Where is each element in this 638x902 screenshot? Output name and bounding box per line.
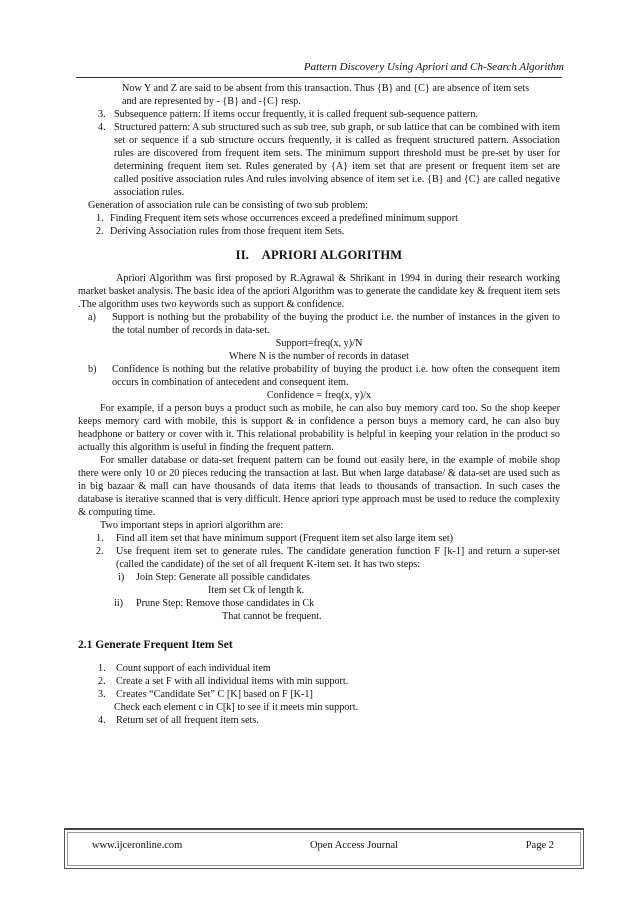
footer (64, 840, 582, 851)
continued-line-1: Now Y and Z are said to be absent from this transaction. Thus {B} and {C} are absence of item sets (122, 83, 530, 94)
list-item (78, 311, 560, 337)
list-item (78, 662, 560, 675)
prune-list (78, 597, 560, 610)
list-text: Creates “Candidate Set” C [K] based on F [K-1] (116, 689, 313, 700)
list-number: 1. (96, 533, 104, 544)
footer-journal: Open Access Journal (309, 840, 399, 851)
list-item (78, 688, 560, 701)
list-text: Structured pattern: A sub structured such as sub tree, sub graph, or sub lattice that can be combined with item set or sequence if a sub structure occurs frequently, it is called as frequent structured pattern. Association rules are discovered from frequent item sets. The minimum support threshold must be pre-set by user for determining frequent item set. Rules generated by {A} item set that are present or frequent item set are called positive association rules And rules involving absence of item set i.e. {B} and {C} are called negative association rules. (114, 122, 560, 198)
list-number: 3. (98, 109, 106, 120)
list-roman: i) (118, 572, 125, 583)
list-text: Support is nothing but the probability of the buying the product i.e. the number of instances in the given to the total number of records in data-set. (112, 312, 560, 336)
list-item (78, 108, 560, 121)
list-item (78, 545, 560, 571)
list-text: Prune Step: Remove those candidates in Ck (136, 598, 315, 609)
continued-item (78, 82, 560, 108)
generate-list (78, 662, 560, 701)
list-item (78, 121, 560, 199)
list-item (78, 714, 560, 727)
list-text: Confidence is nothing but the relative probability of buying the product i.e. how often the consequent item occurs in combination of antecedent and consequent item. (112, 364, 560, 388)
paragraph: Apriori Algorithm was first proposed by R.Agrawal & Shrikant in 1994 in during their research working market basket analysis. The basic idea of the apriori Algorithm was to generate the candidate key & frequent item sets .The algorithm uses two keywords such as support & confidence. (78, 273, 560, 310)
list-letter: a) (88, 312, 96, 323)
list-number: 2. (96, 226, 104, 237)
list-roman: ii) (114, 598, 124, 609)
paragraph: For example, if a person buys a product such as mobile, he can also buy memory card too. So the shop keeper keeps memory card with mobile, this is support & in confidence a person buys a memory card, he can also buy headphone or battery or cover with it. This relational probability is helpful in keeping your relation in the product so actually this algorithm is useful in finding the frequent pattern. (78, 403, 560, 453)
footer-page-number: Page 2 (525, 840, 554, 851)
generation-line: Generation of association rule can be consisting of two sub problem: (88, 200, 369, 211)
list-item (78, 212, 560, 225)
list-item (78, 597, 560, 610)
steps-list (78, 532, 560, 584)
list-text: Join Step: Generate all possible candidates (136, 572, 310, 583)
list-text: Subsequence pattern: If items occur frequently, it is called frequent sub-sequence pattern. (114, 109, 478, 120)
join-continuation: Item set Ck of length k. (208, 585, 305, 596)
continued-line-2: and are represented by - {B} and -{C} resp. (122, 96, 301, 107)
list-text: Deriving Association rules from those frequent item Sets. (110, 226, 345, 237)
list-number: 3. (98, 689, 106, 700)
support-formula: Support=freq(x, y)/N (275, 338, 363, 349)
list-number: 4. (98, 715, 106, 726)
list-number: 4. (98, 122, 106, 133)
sub-problem-list (78, 212, 560, 238)
paragraph: For smaller database or data-set frequent pattern can be found out easily here, in the example of mobile shop there were only 10 or 20 pieces reducing the transaction at last. But when large database/ & data-set are used such as in big bazaar & mall can have thousands of data items that leads to thousands of transaction. In such cases the database is iterative scanned that is very difficult. Hence apriori type approach must be used to reduce the complexity & computing time. (78, 455, 560, 518)
list-item (78, 675, 560, 688)
list-item (78, 225, 560, 238)
running-head: Pattern Discovery Using Apriori and Ch-Search Algorithm (303, 61, 564, 73)
list-text: Use frequent item set to generate rules. The candidate generation function F [k-1] and return a super-set (called the candidate) of the set of all frequent K-item set. It has two steps: (116, 546, 560, 570)
list-number: 1. (98, 663, 106, 674)
support-where: Where N is the number of records in dataset (229, 351, 409, 362)
generate-list-end (78, 714, 560, 727)
list-item (78, 532, 560, 545)
section-heading: II. APRIORI ALGORITHM (235, 248, 403, 262)
list-number: 1. (96, 213, 104, 224)
list-text: Count support of each individual item (116, 663, 271, 674)
list-item (78, 363, 560, 389)
footer-website[interactable]: www.ijceronline.com (92, 840, 183, 851)
list-item (78, 571, 560, 584)
confidence-formula: Confidence = freq(x, y)/x (266, 390, 372, 401)
list-number: 2. (96, 546, 104, 557)
page-content (78, 82, 560, 727)
measure-list (78, 311, 560, 337)
list-text: Return set of all frequent item sets. (116, 715, 259, 726)
measure-list-b (78, 363, 560, 389)
list-text: Finding Frequent item sets whose occurrences exceed a predefined minimum support (110, 213, 458, 224)
list-letter: b) (88, 364, 97, 375)
prune-continuation: That cannot be frequent. (222, 611, 322, 622)
list-number: 2. (98, 676, 106, 687)
pattern-list (78, 108, 560, 199)
list-text: Create a set F with all individual items with min support. (116, 676, 349, 687)
steps-intro: Two important steps in apriori algorithm are: (100, 520, 284, 531)
header-rule (76, 77, 562, 78)
subsection-heading: 2.1 Generate Frequent Item Set (78, 639, 233, 651)
list-text: Find all item set that have minimum support (Frequent item set also large item set) (116, 533, 454, 544)
check-line: Check each element c in C[k] to see if it meets min support. (114, 702, 359, 713)
